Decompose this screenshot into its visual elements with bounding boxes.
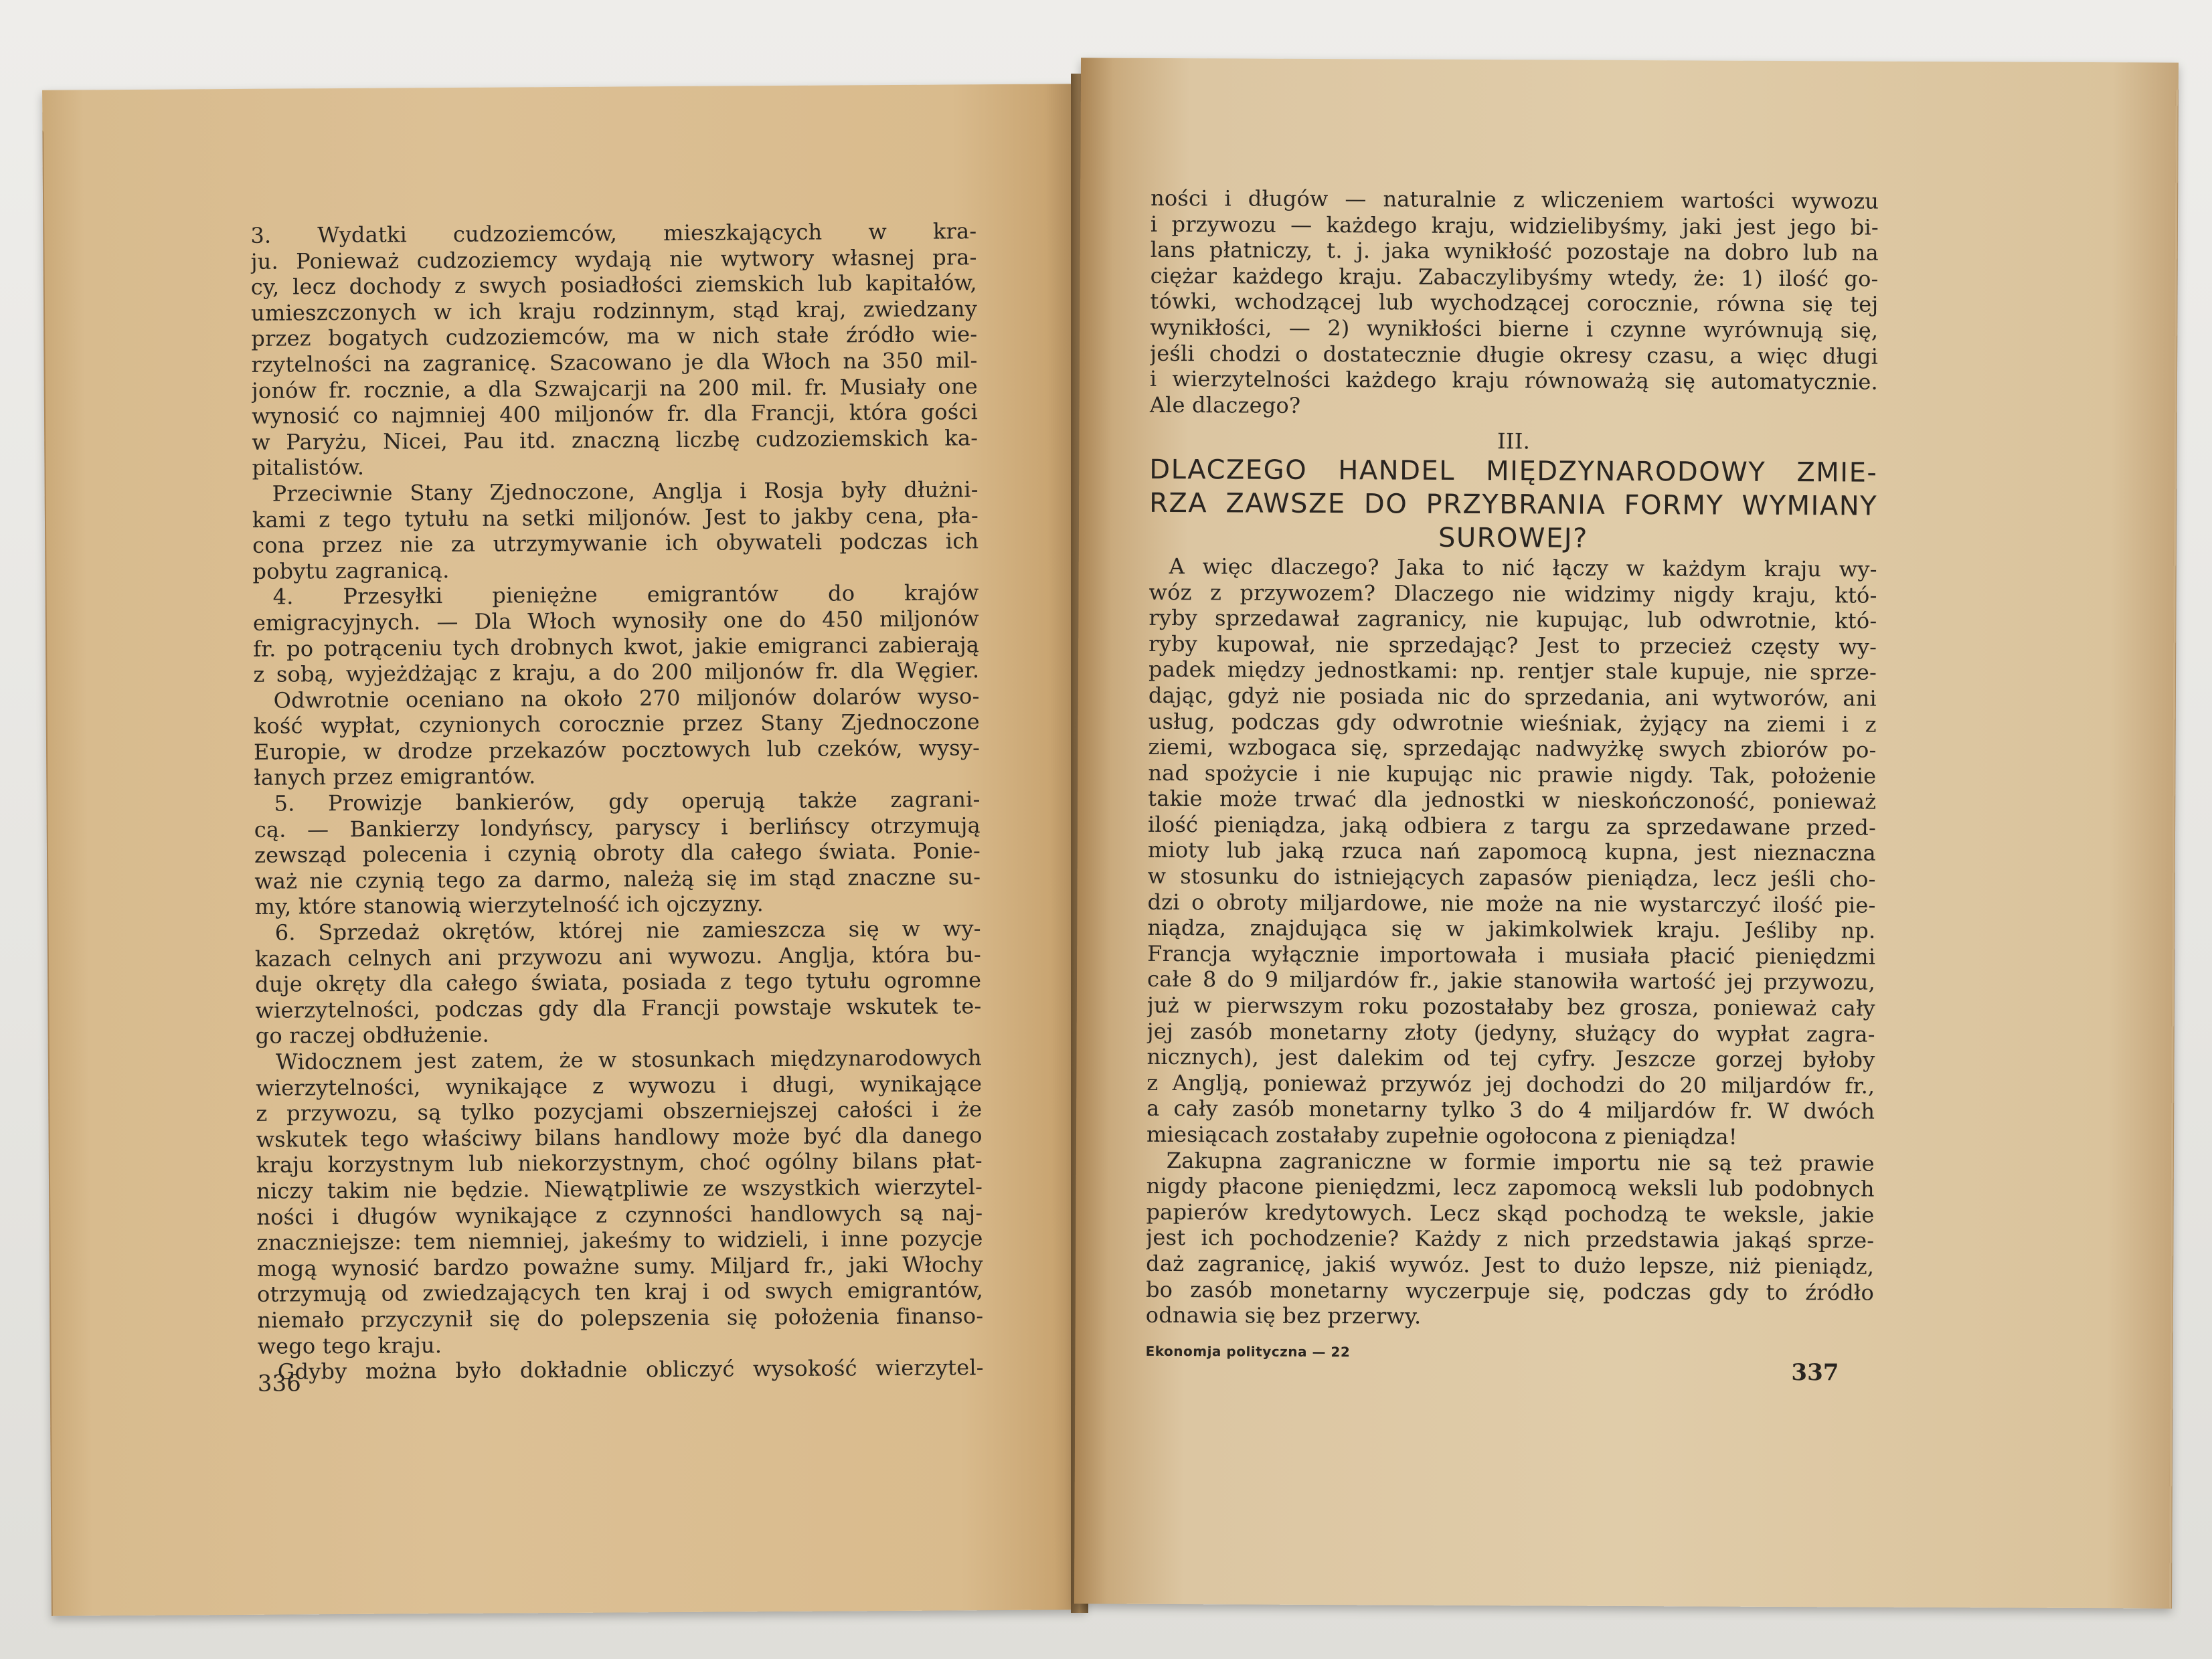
text-line: wierzytelności, wynikające z wywozu i długi, wynikające (256, 1070, 983, 1101)
text-line: tówki, wchodzącej lub wychodzącej corocznie, równa się tej (1150, 288, 1879, 318)
text-line: 4. Przesyłki pieniężne emigrantów do krajów (272, 580, 979, 610)
text-line: ilość pieniądza, jaką odbiera z targu za sprzedawane przed- (1147, 811, 1877, 841)
text-line: przez bogatych cudzoziemców, ma w nich stałe źródło wie- (251, 321, 978, 352)
text-line: ności i długów wynikające z czynności handlowych są naj- (256, 1199, 983, 1230)
text-line: emigracyjnych. — Dla Włoch wynosiły one do 450 miljonów (252, 606, 980, 636)
text-line: ryby kupował, nie sprzedając? Jest to przecież częsty wy- (1148, 630, 1877, 660)
text-line: kraju korzystnym lub niekorzystnym, choć ogólny bilans płat- (256, 1148, 983, 1178)
text-line: pobytu zagranicą. (252, 557, 450, 584)
text-line: Zakupna zagraniczne w formie importu nie są też prawie (1166, 1147, 1875, 1176)
text-line: A więc dlaczego? Jaka to nić łączy w każdym kraju wy- (1169, 553, 1877, 582)
page-number-right: 337 (1791, 1359, 1839, 1387)
text-line: i przywozu — każdego kraju, widzielibyśmy, jaki jest jego bi- (1150, 211, 1879, 240)
text-line: niemało przyczynił się do polepszenia się położenia finanso- (257, 1303, 984, 1333)
text-line: Francja wyłącznie importowała i musiała płacić pieniędzmi (1147, 940, 1876, 970)
text-line: jej zasób monetarny złoty (jedyny, służący do wypłat zagra- (1146, 1018, 1875, 1047)
open-book (47, 60, 2168, 1620)
text-line: bo zasób monetarny wyczerpuje się, podczas gdy to źródło (1145, 1276, 1875, 1306)
text-line: otrzymują od zwiedzających ten kraj i od swych emigrantów, (256, 1277, 984, 1308)
text-line: wego tego kraju. (257, 1332, 442, 1359)
section-number: III. (1497, 428, 1531, 454)
text-line: papierów kredytowych. Lecz skąd pochodzą te weksle, jakie (1146, 1199, 1875, 1228)
text-line: Europie, w drodze przekazów pocztowych lub czeków, wysy- (253, 735, 981, 765)
heading-line: RZA ZAWSZE DO PRZYBRANIA FORMY WYMIANY (1149, 487, 1878, 522)
text-line: wóz z przywozem? Dlaczego nie widzimy nigdy kraju, któ- (1148, 579, 1877, 608)
text-line: kazach celnych ani przywozu ani wywozu. Anglja, która bu- (254, 941, 982, 972)
text-line: cy, lecz dochody z swych posiadłości ziemskich lub kapitałów, (250, 270, 977, 300)
right-page (1074, 58, 2179, 1608)
text-line: ryby sprzedawał zagranicy, nie kupując, lub odwrotnie, któ- (1148, 605, 1877, 634)
text-line: usług, podczas gdy odwrotnie wieśniak, żyjący na ziemi i z (1148, 708, 1877, 737)
text-line: go raczej obdłużenie. (255, 1022, 490, 1049)
text-line: Przeciwnie Stany Zjednoczone, Anglja i Rosja były dłużni- (272, 476, 979, 507)
text-line: Ale dlaczego? (1149, 391, 1301, 418)
right-page-body (1146, 553, 1877, 1332)
left-page (42, 84, 1086, 1616)
right-page-top-paragraph (1150, 185, 1879, 421)
right-page-text (1146, 185, 1879, 1331)
text-line: wynikłości, — 2) wynikłości bierne i czynne wyrównują się, (1150, 314, 1879, 343)
heading-line: SUROWEJ? (1438, 522, 1588, 554)
page-number-left: 336 (257, 1370, 301, 1397)
text-line: z przywozu, są tylko pozycjami obszerniejszej całości i że (256, 1096, 983, 1127)
text-line: daż zagranicę, jakiś wywóz. Jest to dużo lepsze, niż pieniądz, (1146, 1250, 1875, 1280)
text-line: Gdyby można było dokładnie obliczyć wysokość wierzytel- (277, 1355, 984, 1385)
text-line: fr. po potrąceniu tych drobnych kwot, jakie emigranci zabierają (253, 631, 980, 662)
text-line: z Anglją, ponieważ przywóz jej dochodzi do 20 miljardów fr., (1146, 1069, 1875, 1099)
text-line: jonów fr. rocznie, a dla Szwajcarji na 200 mil. fr. Musiały one (251, 373, 978, 404)
text-line: my, które stanowią wierzytelność ich ojczyzny. (254, 891, 764, 920)
text-line: jeśli chodzi o dostatecznie długie okresy czasu, a więc długi (1150, 340, 1879, 369)
text-line: 3. Wydatki cudzoziemców, mieszkających w kra- (250, 218, 977, 248)
text-line: nicznych), jest dalekim od tej cyfry. Jeszcze gorzej byłoby (1146, 1044, 1875, 1073)
text-line: niądza, znajdująca się w jakimkolwiek kraju. Jeśliby np. (1147, 915, 1876, 944)
text-line: takie może trwać dla jednostki w nieskończoność, ponieważ (1148, 786, 1877, 814)
text-line: 6. Sprzedaż okrętów, której nie zamieszcza się w wy- (274, 915, 981, 946)
text-line: odnawia się bez przerwy. (1145, 1302, 1422, 1329)
text-line: mioty lub jaką rzuca nań zapomocą kupna, jest nieznaczna (1147, 837, 1876, 867)
text-line: rzytelności na zagranicę. Szacowano je dla Włoch na 350 mil- (251, 347, 978, 377)
text-line: wskutek tego właściwy bilans handlowy może być dla danego (256, 1122, 983, 1152)
text-line: zewsząd polecenia i czynią obroty dla całego świata. Ponie- (254, 838, 981, 869)
text-line: cą. — Bankierzy londyńscy, paryscy i berlińscy otrzymują (254, 812, 981, 843)
text-line: niczy takim nie będzie. Niewątpliwie ze wszystkich wierzytel- (256, 1174, 983, 1204)
text-line: wierzytelności, podczas gdy dla Francji powstaje wskutek te- (255, 993, 982, 1023)
text-line: znaczniejsze: tem niemniej, jakeśmy to widzieli, i inne pozycje (256, 1225, 983, 1255)
text-line: Odwrotnie oceniano na około 270 miljonów dolarów wyso- (273, 683, 980, 713)
text-line: ziemi, wzbogaca się, sprzedając nadwyżkę swych zbiorów po- (1148, 733, 1877, 763)
text-line: nad spożycie i nie kupując nic prawie nigdy. Tak, położenie (1148, 760, 1877, 789)
text-line: miesiącach zostałaby zupełnie ogołocona z pieniądza! (1146, 1121, 1737, 1150)
text-line: a cały zasób monetarny tylko 3 do 4 miljardów fr. W dwóch (1146, 1096, 1875, 1125)
text-line: waż nie czynią tego za darmo, należą się im stąd znaczne su- (254, 864, 981, 894)
text-line: kami z tego tytułu na setki miljonów. Jest to jakby cena, pła- (252, 502, 979, 533)
text-line: pitalistów. (252, 454, 365, 481)
text-line: już w pierwszym roku pozostałaby bez grosza, ponieważ cały (1146, 992, 1875, 1021)
text-line: ności i długów — naturalnie z wliczeniem wartości wywozu (1151, 185, 1879, 214)
text-line: w stosunku do istniejących zapasów pieniądza, lecz jeśli cho- (1147, 863, 1876, 892)
signature-mark: Ekonomja polityczna — 22 (1145, 1342, 1351, 1361)
text-line: ciężar każdego kraju. Zabaczylibyśmy wtedy, że: 1) ilość go- (1150, 262, 1879, 292)
text-line: jest ich pochodzenie? Każdy z nich przedstawia jakąś sprze- (1146, 1225, 1875, 1253)
text-line: w Paryżu, Nicei, Pau itd. znaczną liczbę cudzoziemskich ka- (252, 424, 979, 455)
section-heading (1149, 453, 1878, 557)
text-line: nigdy płacone pieniędzmi, lecz zapomocą weksli lub podobnych (1146, 1173, 1875, 1202)
text-line: cona przez nie za utrzymywanie ich obywateli podczas ich (252, 528, 979, 558)
text-line: dając, gdyż nie posiada nic do sprzedania, ani wytworów, ani (1148, 682, 1877, 711)
text-line: lans płatniczy, t. j. jaka wynikłość pozostaje na dobro lub na (1150, 237, 1879, 266)
text-line: kość wypłat, czynionych corocznie przez Stany Zjednoczone (253, 709, 980, 739)
text-line: Widocznem jest zatem, że w stosunkach międzynarodowych (275, 1045, 983, 1075)
text-line: mogą wynosić bardzo poważne sumy. Miljard fr., jaki Włochy (256, 1251, 983, 1282)
text-line: wynosić co najmniej 400 miljonów fr. dla Francji, która gości (251, 399, 979, 429)
text-line: i wierzytelności każdego kraju równoważą się automatycznie. (1149, 366, 1879, 395)
left-page-text (250, 218, 984, 1385)
text-line: duje okręty dla całego świata, posiada z tego tytułu ogromne (255, 967, 982, 998)
text-line: 5. Prowizje bankierów, gdy operują także zagrani- (274, 786, 981, 816)
text-line: łanych przez emigrantów. (254, 763, 536, 791)
heading-line: DLACZEGO HANDEL MIĘDZYNARODOWY ZMIE- (1149, 454, 1878, 489)
text-line: dzi o obroty miljardowe, nie może na nie wystarczyć ilość pie- (1147, 889, 1876, 918)
text-line: ju. Ponieważ cudzoziemcy wydają nie wytwory własnej pra- (250, 244, 977, 274)
text-line: padek między jednostkami: np. rentjer stale kupuje, nie sprze- (1148, 657, 1877, 685)
text-line: całe 8 do 9 miljardów fr., jakie stanowiła wartość jej przywozu, (1146, 966, 1876, 996)
text-line: umieszczonych w ich kraju rodzinnym, stąd kraj, zwiedzany (250, 295, 978, 326)
text-line: z sobą, wyjeżdżając z kraju, a do 200 miljonów fr. dla Węgier. (253, 657, 980, 687)
